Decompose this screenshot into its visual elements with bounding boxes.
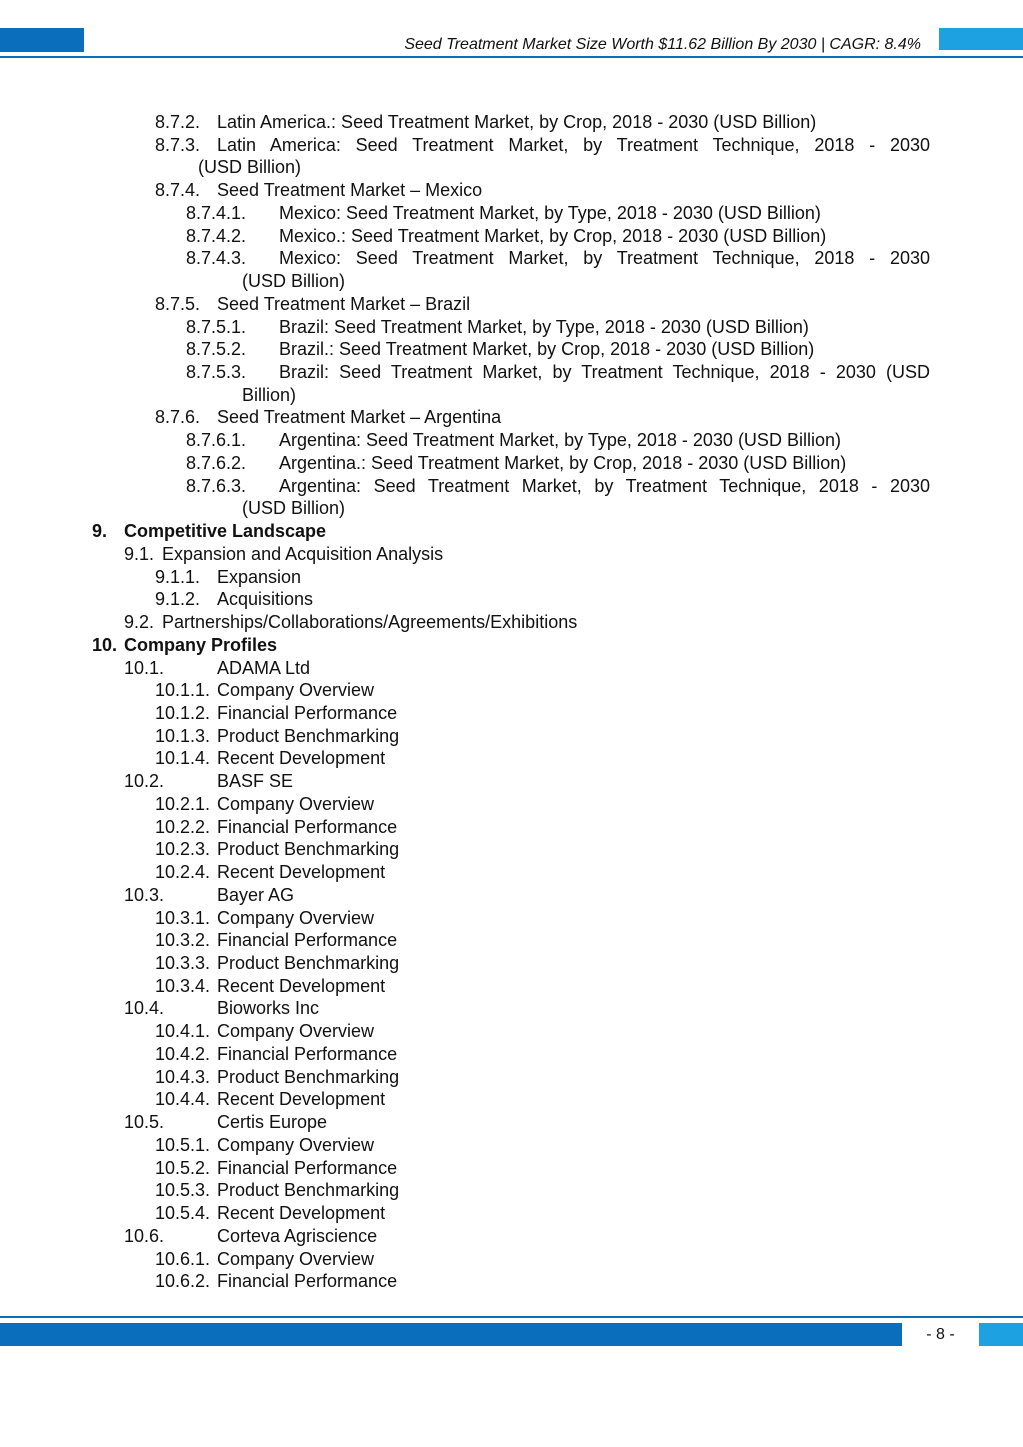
- toc-entry-number: 10.2.4.: [155, 862, 211, 882]
- toc-entry-number: 8.7.4.: [155, 180, 201, 200]
- toc-entry-number: 10.1.2.: [155, 703, 211, 723]
- toc-entry-number: 10.2.3.: [155, 839, 211, 859]
- toc-entry-number: 9.2.: [124, 612, 155, 632]
- toc-entry-number: 10.4.4.: [155, 1089, 211, 1109]
- footer-accent-right: [979, 1323, 1023, 1346]
- toc-entry-number: 10.5.3.: [155, 1180, 211, 1200]
- toc-entry-number: 10.: [92, 635, 118, 655]
- toc-entry-text: Recent Development: [217, 1089, 386, 1109]
- toc-entry-text: Bayer AG: [217, 885, 295, 905]
- footer-rule: [0, 1316, 1023, 1318]
- toc-entry-text: Partnerships/Collaborations/Agreements/Exhibitions: [162, 612, 578, 632]
- toc-entry-text: Competitive Landscape: [124, 521, 327, 541]
- toc-entry-number: 10.2.: [124, 771, 165, 791]
- toc-entry-number: 8.7.6.3.: [186, 476, 247, 496]
- toc-entry-text: Company Overview: [217, 1249, 375, 1269]
- toc-entry-number: 9.1.: [124, 544, 155, 564]
- toc-entry-continuation-text: (USD Billion): [242, 498, 346, 518]
- toc-entry-number: 8.7.6.: [155, 407, 201, 427]
- toc-entry-number: 10.4.1.: [155, 1021, 211, 1041]
- toc-entry-text: Financial Performance: [217, 930, 398, 950]
- toc-entry-text: Mexico.: Seed Treatment Market, by Crop, 2018 - 2030 (USD Billion): [279, 226, 827, 246]
- toc-entry-text: Certis Europe: [217, 1112, 328, 1132]
- toc-entry-text: Argentina: Seed Treatment Market, by Treatment Technique, 2018 - 2030: [279, 476, 930, 496]
- page-header-title: Seed Treatment Market Size Worth $11.62 Billion By 2030 | CAGR: 8.4%: [404, 36, 921, 53]
- toc-entry-text: Company Overview: [217, 794, 375, 814]
- toc-entry-text: Company Profiles: [124, 635, 278, 655]
- header-accent-right: [939, 28, 1023, 50]
- toc-entry-text: Company Overview: [217, 1021, 375, 1041]
- toc-entry-number: 8.7.5.3.: [186, 362, 247, 382]
- toc-entry-number: 10.1.4.: [155, 748, 211, 768]
- toc-entry-number: 8.7.6.2.: [186, 453, 247, 473]
- toc-entry-text: Brazil: Seed Treatment Market, by Type, 2018 - 2030 (USD Billion): [279, 317, 809, 337]
- toc-entry-text: Product Benchmarking: [217, 953, 400, 973]
- toc-entry-number: 10.4.3.: [155, 1067, 211, 1087]
- toc-entry-number: 10.3.3.: [155, 953, 211, 973]
- toc-entry-number: 9.: [92, 521, 108, 541]
- toc-entry-continuation-text: (USD Billion): [242, 271, 346, 291]
- toc-entry-number: 10.3.2.: [155, 930, 211, 950]
- toc-entry-number: 10.5.: [124, 1112, 165, 1132]
- toc-entry-text: Company Overview: [217, 1135, 375, 1155]
- toc-entry-text: Financial Performance: [217, 703, 398, 723]
- toc-entry-number: 10.6.1.: [155, 1249, 211, 1269]
- toc-entry-number: 10.2.2.: [155, 817, 211, 837]
- toc-entry-text: Seed Treatment Market – Argentina: [217, 407, 502, 427]
- toc-entry-text: Financial Performance: [217, 1158, 398, 1178]
- toc-entry-text: BASF SE: [217, 771, 294, 791]
- toc-entry-text: Company Overview: [217, 680, 375, 700]
- toc-entry-number: 10.4.: [124, 998, 165, 1018]
- toc-entry-text: Corteva Agriscience: [217, 1226, 378, 1246]
- toc-entry-text: Latin America: Seed Treatment Market, by Treatment Technique, 2018 - 2030: [217, 135, 930, 155]
- toc-entry-continuation-text: (USD Billion): [198, 157, 302, 177]
- toc-entry-number: 8.7.5.2.: [186, 339, 247, 359]
- toc-entry-number: 10.1.3.: [155, 726, 211, 746]
- toc-entry-number: 8.7.4.2.: [186, 226, 247, 246]
- toc-entry-text: Expansion: [217, 567, 302, 587]
- toc-entry-text: Acquisitions: [217, 589, 314, 609]
- toc-entry-text: ADAMA Ltd: [217, 658, 311, 678]
- toc-entry-text: Financial Performance: [217, 1044, 398, 1064]
- toc-entry-number: 10.6.2.: [155, 1271, 211, 1291]
- toc-entry-text: Financial Performance: [217, 817, 398, 837]
- toc-entry-number: 10.1.1.: [155, 680, 211, 700]
- toc-entry-number: 8.7.4.1.: [186, 203, 247, 223]
- toc-entry-text: Recent Development: [217, 1203, 386, 1223]
- toc-entry-number: 10.3.4.: [155, 976, 211, 996]
- page-number: - 8 -: [926, 1326, 955, 1343]
- toc-entry-text: Latin America.: Seed Treatment Market, by Crop, 2018 - 2030 (USD Billion): [217, 112, 817, 132]
- toc-entry-number: 9.1.1.: [155, 567, 201, 587]
- toc-entry-number: 10.2.1.: [155, 794, 211, 814]
- toc-entry-number: 9.1.2.: [155, 589, 201, 609]
- toc-entry-number: 10.3.1.: [155, 908, 211, 928]
- toc-entry-number: 8.7.5.: [155, 294, 201, 314]
- toc-entry-number: 8.7.5.1.: [186, 317, 247, 337]
- toc-entry-number: 10.4.2.: [155, 1044, 211, 1064]
- header-rule: [0, 56, 1023, 58]
- toc-entry-text: Mexico: Seed Treatment Market, by Treatment Technique, 2018 - 2030: [279, 248, 930, 268]
- toc-entry-number: 10.1.: [124, 658, 165, 678]
- toc-entry-text: Mexico: Seed Treatment Market, by Type, 2018 - 2030 (USD Billion): [279, 203, 821, 223]
- toc-entry-text: Recent Development: [217, 862, 386, 882]
- toc-entry-text: Product Benchmarking: [217, 726, 400, 746]
- toc-entry-text: Financial Performance: [217, 1271, 398, 1291]
- toc-entry-text: Brazil: Seed Treatment Market, by Treatment Technique, 2018 - 2030 (USD: [279, 362, 930, 382]
- toc-entry-number: 10.5.2.: [155, 1158, 211, 1178]
- toc-entry-text: Argentina.: Seed Treatment Market, by Crop, 2018 - 2030 (USD Billion): [279, 453, 847, 473]
- toc-entry-text: Recent Development: [217, 976, 386, 996]
- toc-entry-number: 8.7.6.1.: [186, 430, 247, 450]
- toc-entry-number: 10.5.4.: [155, 1203, 211, 1223]
- toc-entry-text: Product Benchmarking: [217, 839, 400, 859]
- toc-entry-text: Expansion and Acquisition Analysis: [162, 544, 444, 564]
- toc-entry-text: Bioworks Inc: [217, 998, 320, 1018]
- toc-entry-number: 8.7.4.3.: [186, 248, 247, 268]
- toc-entry-number: 10.6.: [124, 1226, 165, 1246]
- toc-entry-text: Brazil.: Seed Treatment Market, by Crop, 2018 - 2030 (USD Billion): [279, 339, 815, 359]
- toc-entry-text: Seed Treatment Market – Mexico: [217, 180, 483, 200]
- toc-entry-text: Seed Treatment Market – Brazil: [217, 294, 471, 314]
- toc-entry-text: Product Benchmarking: [217, 1180, 400, 1200]
- toc-entry-text: Recent Development: [217, 748, 386, 768]
- toc-entry-text: Argentina: Seed Treatment Market, by Type, 2018 - 2030 (USD Billion): [279, 430, 841, 450]
- toc-entry-continuation-text: Billion): [242, 385, 297, 405]
- toc-entry-number: 10.5.1.: [155, 1135, 211, 1155]
- footer-bar: [0, 1323, 902, 1346]
- toc-entry-number: 8.7.2.: [155, 112, 201, 132]
- toc-entry-text: Product Benchmarking: [217, 1067, 400, 1087]
- toc-entry-text: Company Overview: [217, 908, 375, 928]
- toc-entry-number: 10.3.: [124, 885, 165, 905]
- toc-entry-number: 8.7.3.: [155, 135, 201, 155]
